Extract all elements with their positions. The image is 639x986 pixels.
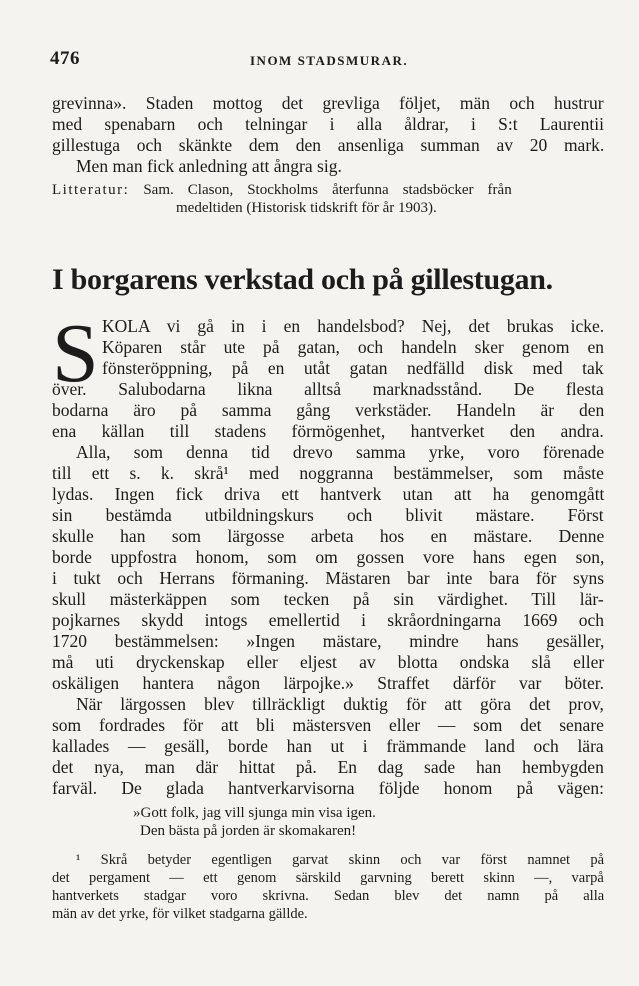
body-line: i tukt och Herrans förmaning. Mästaren bar inte bara för syns <box>52 568 605 588</box>
intro-line: grevinna». Staden mottog det grevliga följet, män och hustrur <box>52 93 604 113</box>
literature-text: Sam. Clason, Stockholms återfunna stadsböcker från <box>143 182 512 198</box>
intro-line: gillestuga och skänkte dem den ansenliga summan av 20 mark. <box>52 135 605 155</box>
body-line: ena källan till stadens förmögenhet, hantverket den andra. <box>52 421 604 441</box>
verse-line: »Gott folk, jag vill sjunga min visa igen. <box>133 805 376 821</box>
body-line: farväl. De glada hantverkarvisorna följde honom på vägen: <box>52 778 605 798</box>
body-line: 1720 bestämmelsen: »Ingen mästare, mindre hans gesäller, <box>52 631 605 651</box>
body-line: fönsteröppning, på en utåt gatan nedfälld disk med tak <box>102 358 604 378</box>
body-line: kallades — gesäll, borde han ut i främmande land och lära <box>52 736 604 756</box>
verse-line: Den bästa på jorden är skomakaren! <box>140 823 357 839</box>
literature-line <box>52 181 512 199</box>
body-line: borde uppfostra honom, som om gossen vore hans egen son, <box>52 547 605 567</box>
footnote-line: det pergament — ett genom särskild garvning berett skinn —, varpå <box>52 870 604 886</box>
footnote-line: ¹ Skrå betyder egentligen garvat skinn och var först namnet på <box>76 852 605 868</box>
drop-cap: S <box>52 307 99 400</box>
body-line: det nya, man där hittat på. En dag sade han hembygden <box>52 757 604 777</box>
body-line: till ett s. k. skrå¹ med noggranna bestämmelser, som måste <box>52 463 604 483</box>
body-line: må uti dryckenskap eller eljest av blotta ondska slå eller <box>52 652 605 672</box>
body-line: bodarna äro på samma gång verkstäder. Handeln är den <box>52 400 605 420</box>
running-head: INOM STADSMURAR. <box>250 53 409 68</box>
page-number: 476 <box>50 48 80 69</box>
body-line: skulle han som lärgosse arbeta hos en mästare. Denne <box>52 526 605 546</box>
body-line: Alla, som denna tid drevo samma yrke, voro förenade <box>76 442 605 462</box>
body-line: Köparen står ute på gatan, och handeln sker genom en <box>102 337 605 357</box>
literature-line-2: medeltiden (Historisk tidskrift för år 1903). <box>176 200 437 216</box>
body-line: skull mästerkäppen som tecken på sin värdighet. Till lär- <box>52 589 604 609</box>
footnote-line: män av det yrke, för vilket stadgarna gällde. <box>52 906 308 922</box>
page-header <box>50 48 610 68</box>
body-line: som fordrades för att bli mästersven eller — som det senare <box>52 715 604 735</box>
body-line: sin bestämda utbildningskurs och blivit mästare. Först <box>52 505 604 525</box>
intro-line: med spenabarn och telningar i alla åldrar, i S:t Laurentii <box>52 114 604 134</box>
body-line: över. Salubodarna likna alltså marknadsstånd. De flesta <box>52 379 604 399</box>
footnote-line: hantverkets stadgar voro skrivna. Sedan blev det namn på alla <box>52 888 605 904</box>
body-line: pojkarnes skydd intogs emellertid i skråordningarna 1669 och <box>52 610 605 630</box>
body-line: När lärgossen blev tillräckligt duktig för att göra det prov, <box>76 694 604 714</box>
literature-label: Litteratur: <box>52 182 130 198</box>
body-line: lydas. Ingen fick driva ett hantverk utan att ha genomgått <box>52 484 605 504</box>
body-line: oskäligen hantera någon lärpojke.» Straffet därför var böter. <box>52 673 605 693</box>
section-title: I borgarens verkstad och på gillestugan. <box>52 263 553 296</box>
intro-line: Men man fick anledning att ångra sig. <box>76 156 342 176</box>
body-line: KOLA vi gå in i en handelsbod? Nej, det brukas icke. <box>102 316 605 336</box>
